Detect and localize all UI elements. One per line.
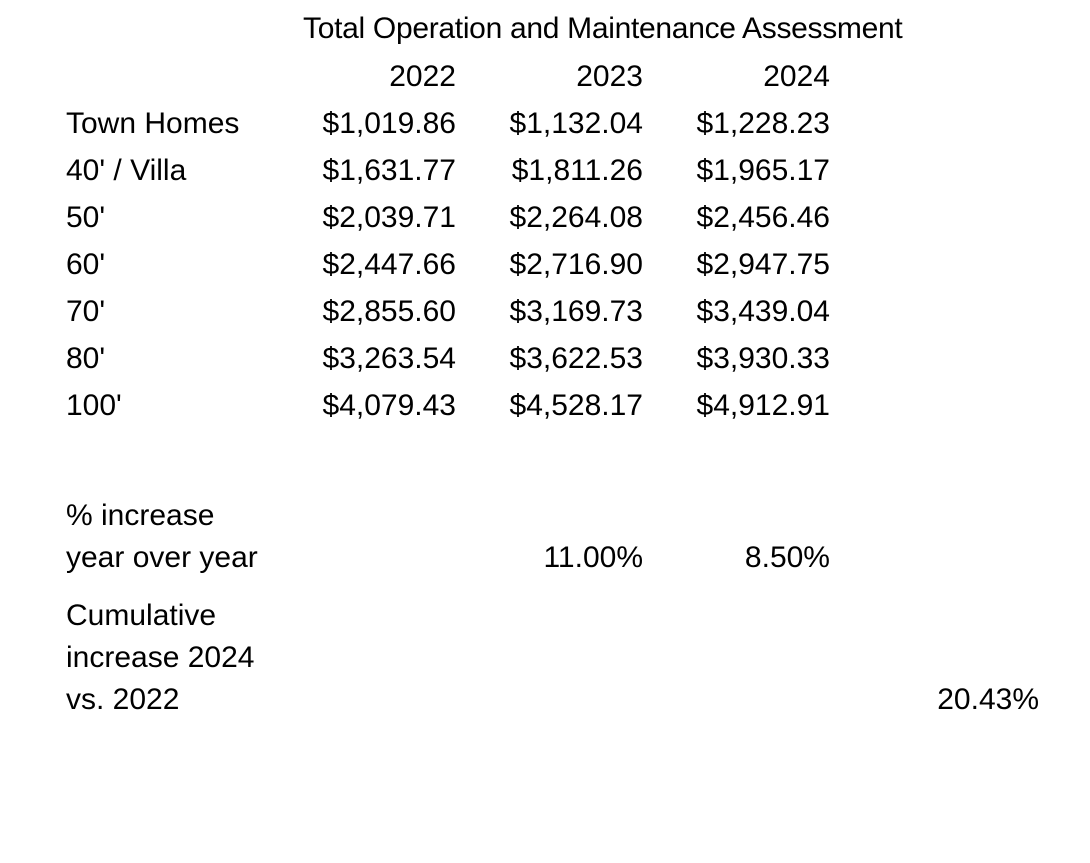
cumulative-value: 20.43% bbox=[937, 683, 1039, 716]
table-title: Total Operation and Maintenance Assessment bbox=[303, 12, 903, 45]
value-2023: $1,132.04 bbox=[509, 107, 643, 140]
value-2022: $4,079.43 bbox=[322, 389, 456, 422]
year-header-2024: 2024 bbox=[763, 60, 830, 93]
row-label: 100' bbox=[66, 389, 122, 422]
value-2022: $2,855.60 bbox=[322, 295, 456, 328]
value-2022: $3,263.54 bbox=[322, 342, 456, 375]
value-2023: $4,528.17 bbox=[509, 389, 643, 422]
year-header-2023: 2023 bbox=[576, 60, 643, 93]
row-label: 40' / Villa bbox=[66, 154, 187, 187]
value-2024: $2,456.46 bbox=[696, 201, 830, 234]
row-label: 60' bbox=[66, 248, 106, 281]
value-2024: $3,930.33 bbox=[696, 342, 830, 375]
value-2023: $2,716.90 bbox=[509, 248, 643, 281]
value-2023: $3,169.73 bbox=[509, 295, 643, 328]
yoy-2023-value: 11.00% bbox=[543, 541, 643, 574]
value-2024: $1,965.17 bbox=[696, 154, 830, 187]
yoy-2024-value: 8.50% bbox=[744, 541, 830, 574]
row-label: 80' bbox=[66, 342, 106, 375]
cumulative-label-line-1: Cumulative bbox=[66, 599, 217, 632]
row-label: Town Homes bbox=[66, 107, 240, 140]
value-2024: $4,912.91 bbox=[696, 389, 830, 422]
row-label: 50' bbox=[66, 201, 106, 234]
value-2022: $1,631.77 bbox=[322, 154, 456, 187]
yoy-label-line-1: % increase bbox=[66, 499, 215, 532]
value-2023: $1,811.26 bbox=[511, 154, 643, 187]
value-2024: $2,947.75 bbox=[696, 248, 830, 281]
value-2022: $1,019.86 bbox=[322, 107, 456, 140]
value-2022: $2,447.66 bbox=[322, 248, 456, 281]
cumulative-label-line-3: vs. 2022 bbox=[66, 683, 180, 716]
value-2022: $2,039.71 bbox=[322, 201, 456, 234]
row-label: 70' bbox=[66, 295, 106, 328]
value-2024: $1,228.23 bbox=[696, 107, 830, 140]
cumulative-label-line-2: increase 2024 bbox=[66, 641, 255, 674]
value-2023: $2,264.08 bbox=[509, 201, 643, 234]
value-2024: $3,439.04 bbox=[696, 295, 830, 328]
value-2023: $3,622.53 bbox=[509, 342, 643, 375]
year-header-2022: 2022 bbox=[389, 60, 456, 93]
yoy-label-line-2: year over year bbox=[66, 541, 258, 574]
